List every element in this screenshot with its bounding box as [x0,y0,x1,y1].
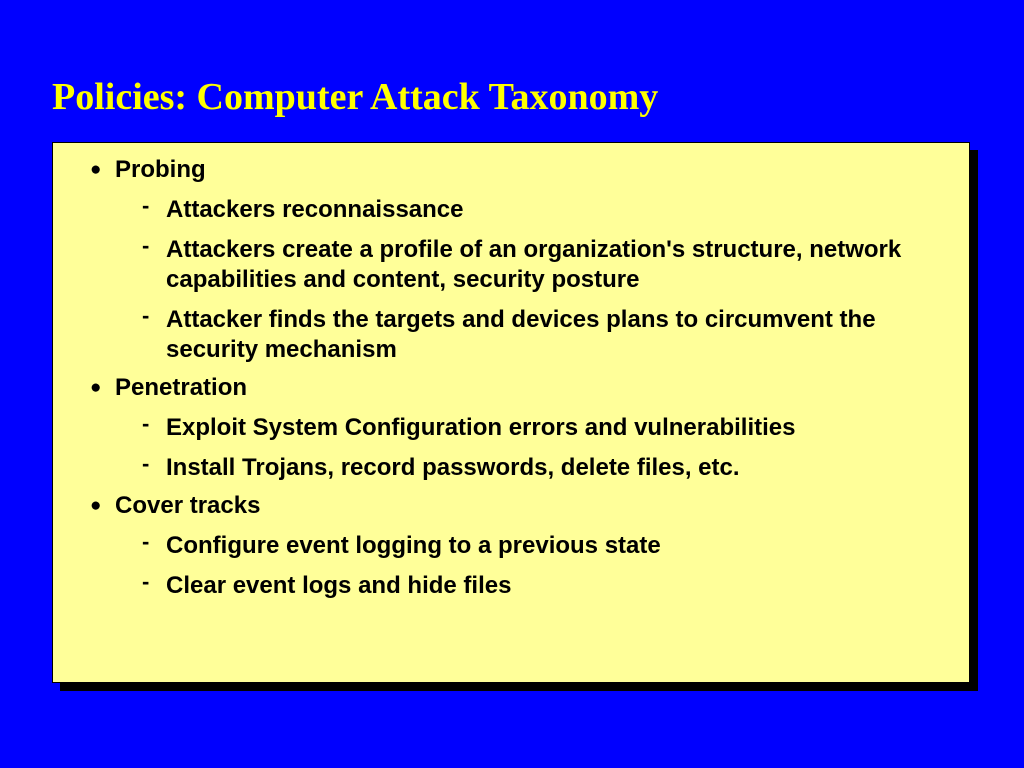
bullet-list [53,155,969,601]
slide-title: Policies: Computer Attack Taxonomy [52,76,659,118]
sub-item-text: Exploit System Configuration errors and vulnerabilities [166,414,796,441]
sub-item [115,531,969,561]
dash-icon: - [142,411,150,436]
sub-item-text: Attackers create a profile of an organization's structure, network capabilities and content, security posture [166,236,902,293]
bullet-heading: Cover tracks [115,492,261,519]
sub-item [115,571,969,601]
sub-item-text: Clear event logs and hide files [166,572,512,599]
dash-icon: - [142,451,150,476]
sub-item [115,413,969,443]
dash-icon: - [142,303,150,328]
sub-list [115,195,969,365]
dash-icon: - [142,193,150,218]
bullet-dot-icon: ● [90,159,102,180]
content-panel [52,142,970,683]
bullet-penetration [53,373,969,483]
sub-item [115,195,969,225]
sub-list [115,531,969,601]
sub-item-text: Attackers reconnaissance [166,196,464,223]
bullet-dot-icon: ● [90,377,102,398]
dash-icon: - [142,233,150,258]
sub-item [115,305,969,365]
bullet-probing [53,155,969,365]
dash-icon: - [142,569,150,594]
bullet-cover-tracks [53,491,969,601]
bullet-heading: Penetration [115,374,248,401]
sub-item-text: Install Trojans, record passwords, delete files, etc. [166,454,740,481]
dash-icon: - [142,529,150,554]
sub-item [115,235,969,295]
sub-item-text: Configure event logging to a previous state [166,532,661,559]
bullet-heading: Probing [115,156,206,183]
sub-item-text: Attacker finds the targets and devices plans to circumvent the security mechanism [166,306,876,363]
sub-item [115,453,969,483]
bullet-dot-icon: ● [90,495,102,516]
sub-list [115,413,969,483]
